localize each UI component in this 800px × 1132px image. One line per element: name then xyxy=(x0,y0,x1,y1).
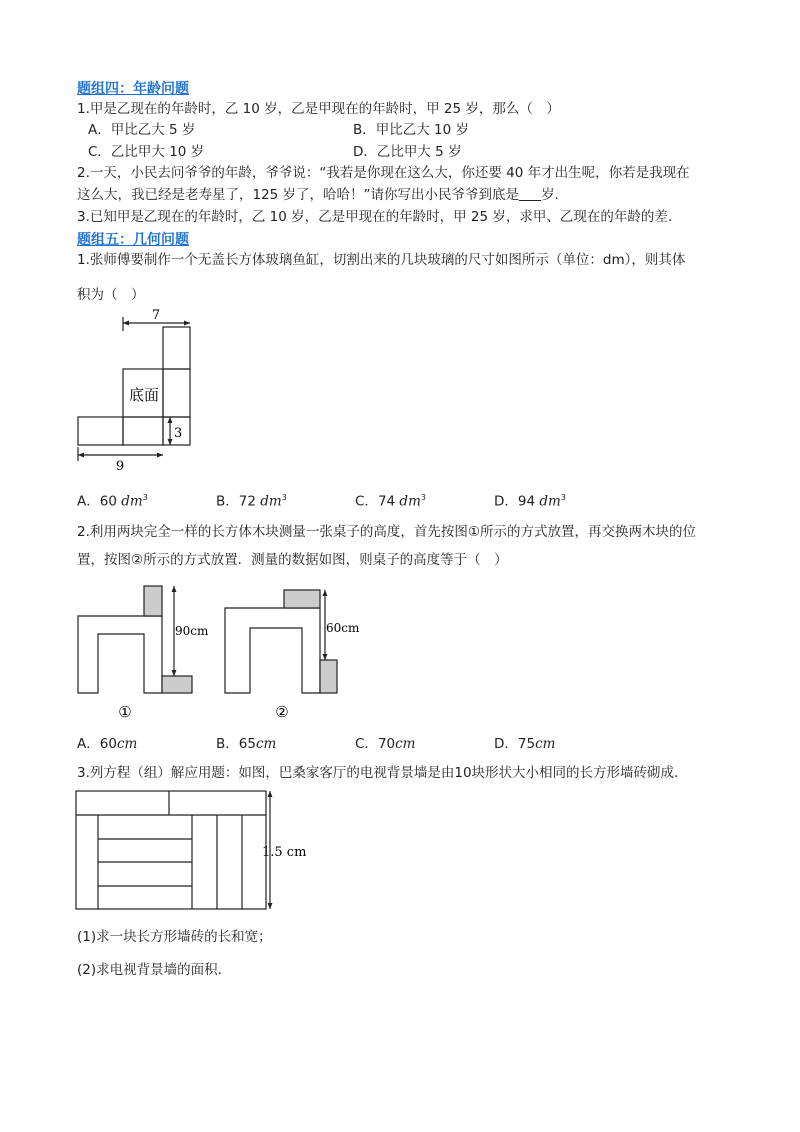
option-a: A．甲比乙大 5 岁 xyxy=(88,122,196,138)
option-a: A．60 $dm^3$ xyxy=(77,493,148,510)
option-c: C．乙比甲大 10 岁 xyxy=(88,144,205,160)
option-b: B．72 $dm^3$ xyxy=(216,493,287,510)
section-heading-geometry: 题组五：几何问题 xyxy=(77,232,189,248)
question-text xyxy=(77,185,559,205)
question-text: 3.已知甲是乙现在的年龄时，乙 10 岁，乙是甲现在的年龄时，甲 25 岁，求甲、乙现在的年龄的差. xyxy=(77,209,673,225)
question-text: 1.张师傅要制作一个无盖长方体玻璃鱼缸，切割出来的几块玻璃的尺寸如图所示（单位：dm），则其体 xyxy=(77,252,686,268)
question-text: 置，按图②所示的方式放置．测量的数据如图，则桌子的高度等于（ ） xyxy=(77,552,508,568)
option-c: C．74 $dm^3$ xyxy=(355,493,426,510)
measure-label-1: 90cm xyxy=(175,624,209,638)
dim-label-bottom: 9 xyxy=(115,459,125,474)
question-text: 积为（ ） xyxy=(77,287,145,303)
option-c: C．70cm xyxy=(355,736,416,752)
measure-label-2: 60cm xyxy=(326,621,360,635)
section-heading-age: 题组四：年龄问题 xyxy=(77,81,189,97)
glass-net-figure xyxy=(70,305,210,475)
dim-label-top: 7 xyxy=(151,308,161,323)
caption-2: ② xyxy=(275,703,289,721)
option-b: B．65cm xyxy=(216,736,277,752)
question-text: 2.利用两块完全一样的长方体木块测量一张桌子的高度，首先按图①所示的方式放置，再交换两木块的位 xyxy=(77,524,696,540)
question-text: 1.甲是乙现在的年龄时，乙 10 岁，乙是甲现在的年龄时，甲 25 岁，那么（ ） xyxy=(77,101,560,117)
tv-wall-figure xyxy=(72,786,312,914)
dim-label-side: 3 xyxy=(174,426,183,441)
base-label: 底面 xyxy=(128,386,160,404)
question-text: 2.一天，小民去问爷爷的年龄，爷爷说：“我若是你现在这么大，你还要 40 年才出生呢，你若是我现在 xyxy=(77,165,690,181)
option-d: D．乙比甲大 5 岁 xyxy=(353,144,462,160)
height-label: 1.5 cm xyxy=(262,845,307,860)
question-text-part: 岁. xyxy=(541,187,559,203)
option-a: A．60cm xyxy=(77,736,138,752)
option-d: D．75cm xyxy=(494,736,556,752)
question-text-part: 这么大，我已经是老寿星了，125 岁了，哈哈！”请你写出小民爷爷到底是 xyxy=(77,187,520,203)
table-blocks-figure xyxy=(70,578,370,723)
caption-1: ① xyxy=(118,703,132,721)
option-b: B．甲比乙大 10 岁 xyxy=(353,122,470,138)
sub-question-1: (1)求一块长方形墙砖的长和宽； xyxy=(77,929,272,945)
answer-blank xyxy=(519,186,541,201)
sub-question-2: (2)求电视背景墙的面积． xyxy=(77,962,232,978)
question-text: 3.列方程（组）解应用题：如图，巴桑家客厅的电视背景墙是由10块形状大小相同的长方形墙砖砌成． xyxy=(77,765,688,781)
option-d: D．94 $dm^3$ xyxy=(494,493,566,510)
